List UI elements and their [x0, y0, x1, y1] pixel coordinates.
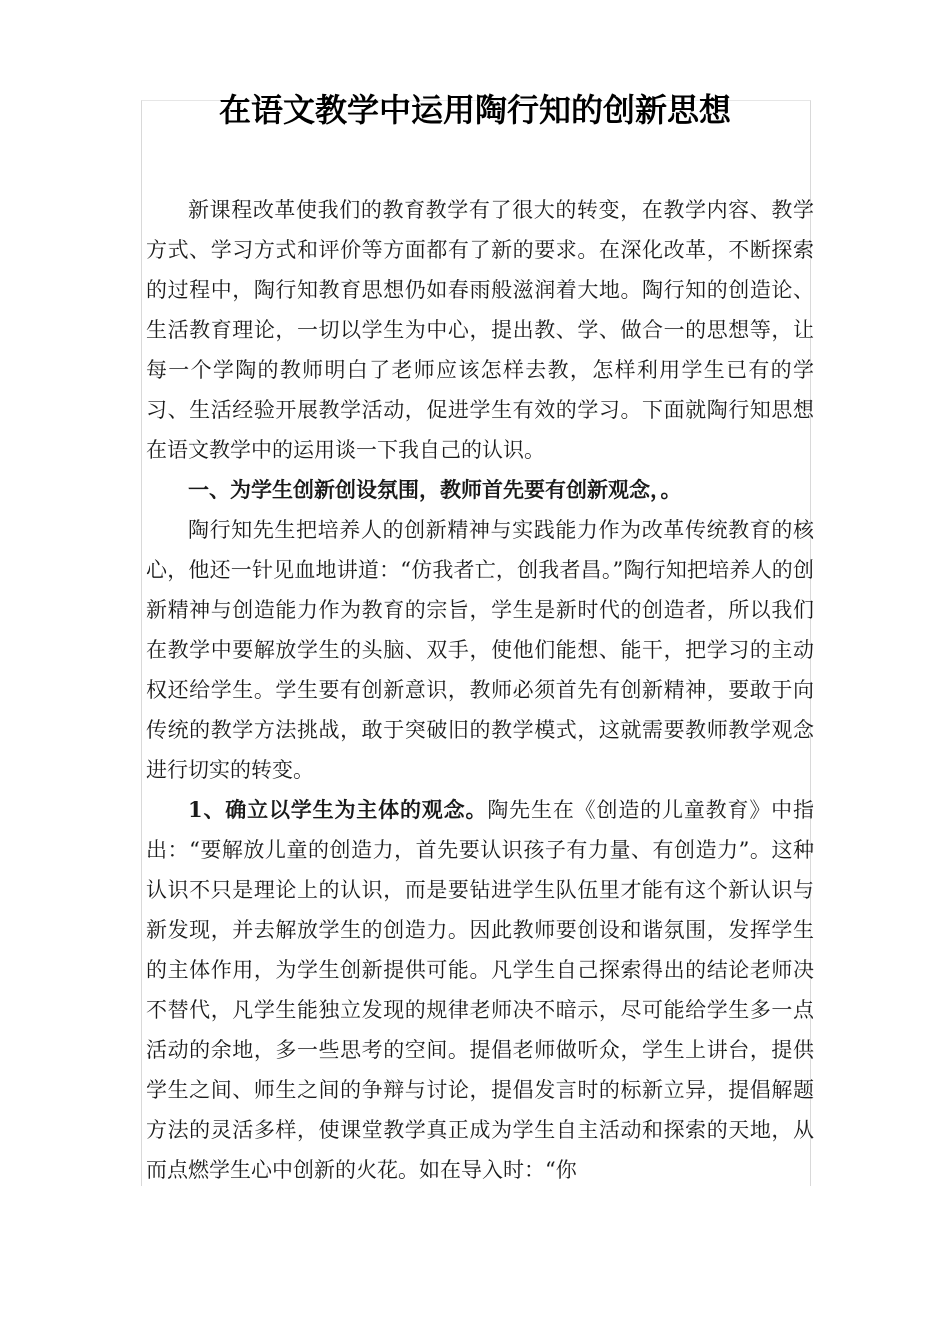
document-body: [146, 190, 814, 1190]
section-heading-1: [146, 470, 814, 510]
subsection-heading-text: 1、确立以学生为主体的观念。: [188, 797, 488, 822]
paragraph-text: 陶行知先生把培养人的创新精神与实践能力作为改革传统教育的核心，他还一针见血地讲道：“仿我者亡，创我者昌。”陶行知把培养人的创新精神与创造能力作为教育的宗旨，学生是新时代的创造者，所以我们在教学中要解放学生的头脑、双手，使他们能想、能干，把学习的主动权还给学生。学生要有创新意识，教师必须首先有创新精神，要敢于向传统的教学方法挑战，敢于突破旧的教学模式，这就需要教师教学观念进行切实的转变。: [146, 518, 814, 782]
paragraph-intro: [146, 190, 814, 470]
paragraph-text: 新课程改革使我们的教育教学有了很大的转变，在教学内容、教学方式、学习方式和评价等方面都有了新的要求。在深化改革，不断探索的过程中，陶行知教育思想仍如春雨般滋润着大地。陶行知的创造论、生活教育理论，一切以学生为中心，提出教、学、做合一的思想等，让每一个学陶的教师明白了老师应该怎样去教，怎样利用学生已有的学习、生活经验开展教学活动，促进学生有效的学习。下面就陶行知思想在语文教学中的运用谈一下我自己的认识。: [146, 198, 814, 462]
paragraph-text: 陶先生在《创造的儿童教育》中指出：“要解放儿童的创造力，首先要认识孩子有力量、有创造力”。这种认识不只是理论上的认识，而是要钻进学生队伍里才能有这个新认识与新发现，并去解放学生的创造力。因此教师要创设和谐氛围，发挥学生的主体作用，为学生创新提供可能。凡学生自己探索得出的结论老师决不替代，凡学生能独立发现的规律老师决不暗示，尽可能给学生多一点活动的余地，多一些思考的空间。提倡老师做听众，学生上讲台，提供学生之间、师生之间的争辩与讨论，提倡发言时的标新立异，提倡解题方法的灵活多样，使课堂教学真正成为学生自主活动和探索的天地，从而点燃学生心中创新的火花。如在导入时：“你: [146, 798, 814, 1182]
document-title: 在语文教学中运用陶行知的创新思想: [218, 91, 731, 129]
section-heading-text: 一、为学生创新创设氛围，教师首先要有创新观念，。: [188, 477, 682, 502]
paragraph-innovation: [146, 510, 814, 790]
paragraph-student-subject: [146, 790, 814, 1190]
